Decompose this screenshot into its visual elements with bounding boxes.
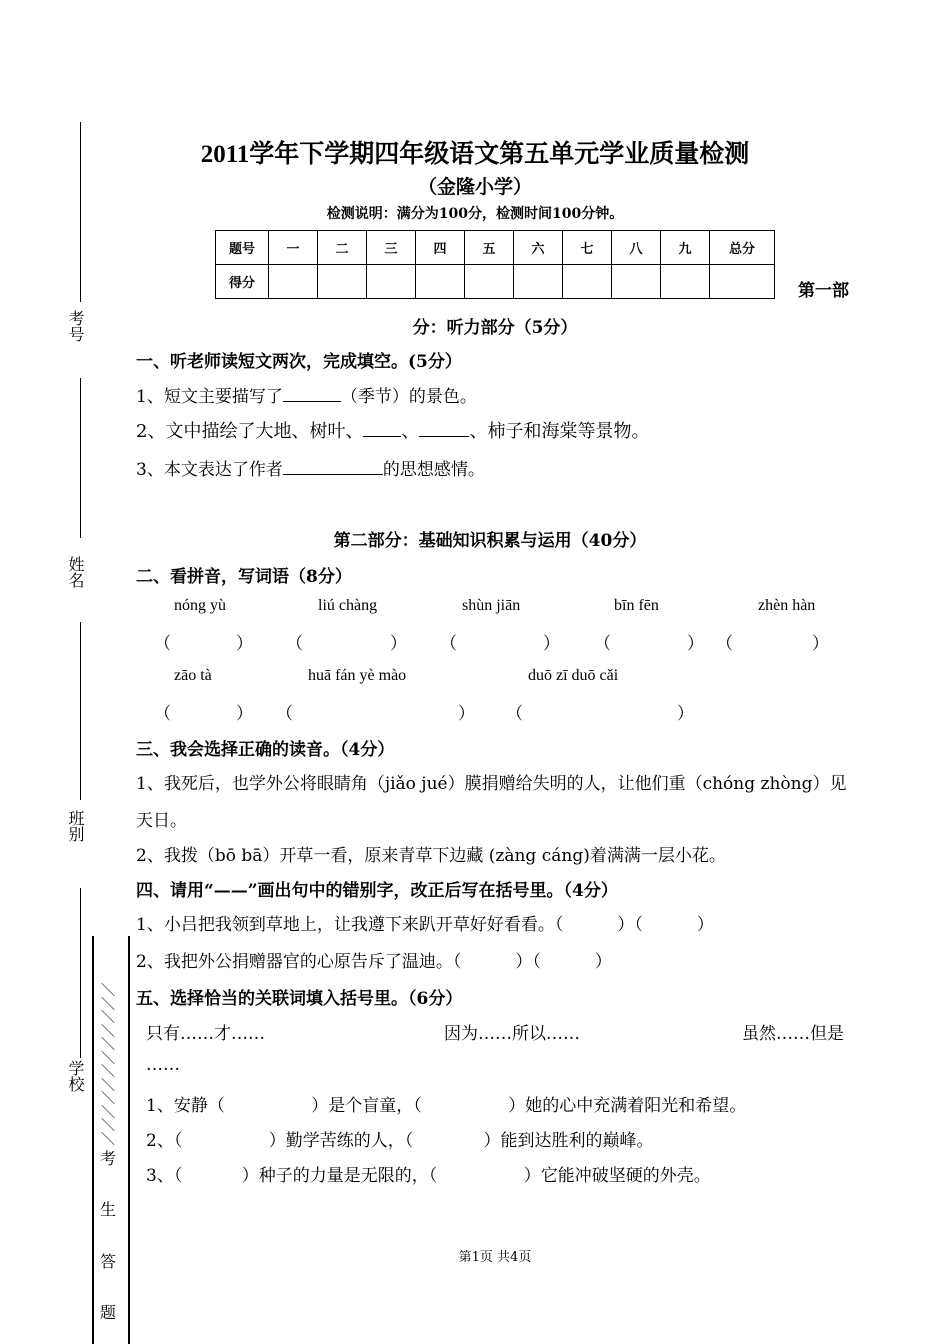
text: 3、本文表达了作者: [136, 460, 283, 480]
text: 2、文中描绘了大地、树叶、: [136, 421, 364, 442]
table-cell: 六: [514, 231, 563, 265]
answer-blank[interactable]: [419, 420, 469, 437]
table-cell: 总分: [710, 231, 775, 265]
table-cell: 四: [416, 231, 465, 265]
table-cell: 得分: [216, 265, 269, 299]
q4-line-2: 2、我把外公捐赠器官的心原告斥了温迪。（ ）（ ）: [136, 952, 612, 972]
q5-option-3b: ……: [146, 1055, 180, 1075]
paren-close: ）: [236, 634, 253, 654]
text: （季节）的景色。: [340, 387, 477, 407]
seal-dashes: ＼ ＼ ＼ ＼ ＼ ＼ ＼ ＼ ＼ ＼ ＼ ＼: [101, 983, 115, 1148]
label-banbie: 班别: [66, 810, 85, 842]
margin-line: [80, 622, 81, 800]
score-cell[interactable]: [416, 265, 465, 299]
label-xingming: 姓名: [66, 556, 85, 588]
seal-char: 答: [100, 1252, 117, 1271]
score-cell[interactable]: [661, 265, 710, 299]
score-cell[interactable]: [710, 265, 775, 299]
q1-title: 一、听老师读短文两次，完成填空。(5分）: [136, 352, 462, 372]
seal-line-right: [128, 936, 130, 1344]
table-cell: 题号: [216, 231, 269, 265]
q4-line-1: 1、小吕把我领到草地上，让我遵下来趴开草好好看看。（ ）（ ）: [136, 915, 714, 935]
paren-open: （: [716, 634, 733, 654]
paren-open: （: [506, 704, 523, 724]
score-cell[interactable]: [612, 265, 661, 299]
paren-close: ）: [687, 634, 704, 654]
pinyin-8: duō zī duō cǎi: [528, 667, 619, 684]
pinyin-7: huā fán yè mào: [308, 667, 407, 684]
margin-line: [80, 122, 81, 302]
answer-blank[interactable]: [363, 420, 401, 437]
q3-line-1b: 天日。: [136, 811, 187, 831]
paren-close: ）: [812, 634, 829, 654]
paren-close: ）: [458, 704, 475, 724]
table-cell: 三: [367, 231, 416, 265]
q1-line-2: [136, 417, 649, 443]
table-cell: 一: [269, 231, 318, 265]
table-cell: 五: [465, 231, 514, 265]
table-cell: 八: [612, 231, 661, 265]
q5-line-1: 1、安静（ ）是个盲童，（ ）她的心中充满着阳光和希望。: [146, 1096, 747, 1116]
score-cell[interactable]: [514, 265, 563, 299]
part1-title-a: 第一部: [798, 281, 849, 301]
table-cell: 九: [661, 231, 710, 265]
score-cell[interactable]: [318, 265, 367, 299]
pinyin-3: shùn jiān: [462, 597, 521, 614]
margin-line: [80, 378, 81, 538]
pinyin-2: liú chàng: [318, 597, 378, 614]
margin-line: [80, 888, 81, 1058]
text: 、: [401, 421, 420, 442]
text: 的思想感情。: [382, 460, 485, 480]
answer-blank[interactable]: [283, 385, 341, 402]
seal-char: 生: [100, 1200, 117, 1219]
seal-char: 题: [100, 1303, 117, 1322]
q3-line-2: 2、我拨（bō bā）开草一看，原来青草下边藏 (zàng cáng)着满满一层小花。: [136, 846, 726, 866]
test-note: 检测说明：满分为100分，检测时间100分钟。: [326, 206, 624, 222]
paren-open: （: [276, 704, 293, 724]
answer-blank[interactable]: [283, 458, 383, 475]
score-cell[interactable]: [465, 265, 514, 299]
q5-title: 五、选择恰当的关联词填入括号里。（6分）: [136, 989, 463, 1009]
q5-line-2: 2、（ ）勤学苦练的人，（ ）能到达胜利的巅峰。: [146, 1131, 654, 1151]
paren-open: （: [154, 634, 171, 654]
text: 1、短文主要描写了: [136, 387, 283, 407]
pinyin-5: zhèn hàn: [758, 597, 816, 614]
q5-option-3: 虽然……但是: [742, 1024, 844, 1044]
q2-title: 二、看拼音，写词语（8分）: [136, 567, 352, 587]
q3-line-1: 1、我死后，也学外公将眼睛角（jiǎo jué）膜捐赠给失明的人，让他们重（chóng zhòng）见: [136, 774, 847, 794]
paren-open: （: [286, 634, 303, 654]
score-table: [215, 230, 775, 299]
label-kaohao: 考号: [66, 310, 85, 342]
label-xuexiao: 学校: [66, 1060, 85, 1092]
text: 、柿子和海棠等景物。: [469, 421, 650, 442]
pinyin-6: zāo tà: [174, 667, 212, 684]
score-cell[interactable]: [269, 265, 318, 299]
q5-option-1: 只有……才……: [146, 1024, 265, 1044]
q4-title: 四、请用“——”画出句中的错别字，改正后写在括号里。（4分）: [136, 881, 618, 901]
part2-title: 第二部分：基础知识积累与运用（40分）: [333, 531, 647, 551]
school-name: （金隆小学）: [417, 176, 532, 198]
score-cell[interactable]: [563, 265, 612, 299]
paren-open: （: [154, 704, 171, 724]
q5-option-2: 因为……所以……: [444, 1024, 580, 1044]
pinyin-4: bīn fēn: [614, 597, 659, 614]
paren-open: （: [594, 634, 611, 654]
paren-open: （: [440, 634, 457, 654]
page-footer: 第1页 共4页: [458, 1250, 532, 1265]
pinyin-1: nóng yù: [174, 597, 226, 614]
q1-line-1: [136, 382, 477, 407]
seal-char: 考: [100, 1149, 117, 1168]
paren-close: ）: [236, 704, 253, 724]
paren-close: ）: [543, 634, 560, 654]
part1-title-b: 分：听力部分（5分）: [412, 318, 578, 338]
paren-close: ）: [390, 634, 407, 654]
page-title: 2011学年下学期四年级语文第五单元学业质量检测: [200, 141, 750, 168]
table-row: [216, 265, 775, 299]
q3-title: 三、我会选择正确的读音。（4分）: [136, 740, 395, 760]
seal-line-left: [92, 936, 94, 1344]
table-cell: 七: [563, 231, 612, 265]
q1-line-3: [136, 455, 485, 480]
table-row: [216, 231, 775, 265]
paren-close: ）: [677, 704, 694, 724]
q5-line-3: 3、（ ）种子的力量是无限的，（ ）它能冲破坚硬的外壳。: [146, 1166, 711, 1186]
score-cell[interactable]: [367, 265, 416, 299]
table-cell: 二: [318, 231, 367, 265]
